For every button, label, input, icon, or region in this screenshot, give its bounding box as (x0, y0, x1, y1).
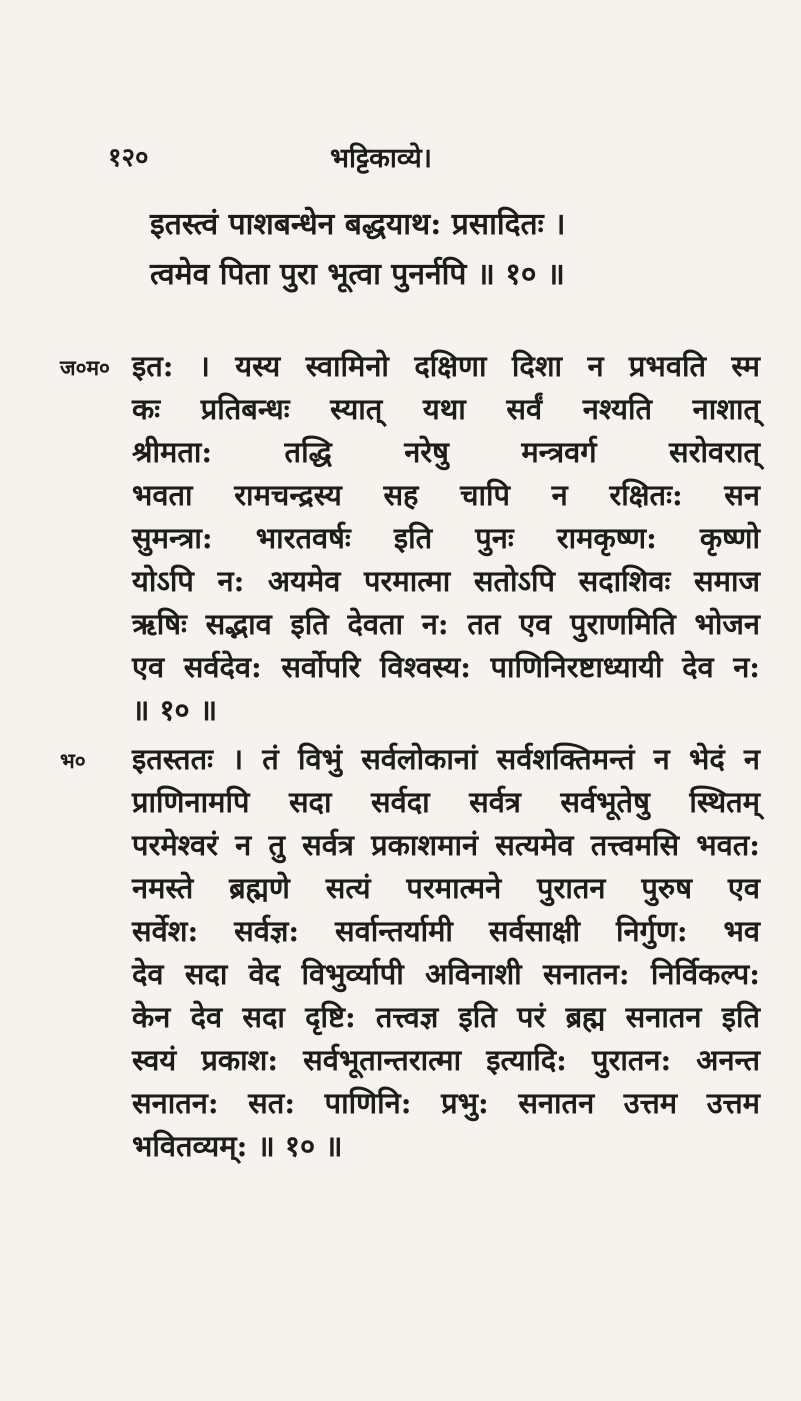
commentary-end: ॥ १० ॥ (132, 693, 218, 727)
commentary-line: श्रीमता: तद्धि नरेषु मन्त्रवर्ग सरोवरात् (132, 435, 760, 469)
commentary-line: सर्वेश: सर्वज्ञ: सर्वान्तर्यामी सर्वसाक्षी निर्गुण: भव (132, 914, 760, 948)
commentary-label: ज०म० (60, 355, 110, 380)
commentary-bharatamallika (60, 738, 760, 1168)
commentary-line: नमस्ते ब्रह्मणे सत्यं परमात्मने पुरातन पुरुष एव (132, 871, 760, 905)
commentary-text (132, 738, 760, 1168)
commentary-line: सुमन्त्रा: भारतवर्षः इति पुनः रामकृष्ण: कृष्णो (132, 521, 760, 555)
commentary-line: भवता रामचन्द्रस्य सह चापि न रक्षितः: सन (132, 478, 760, 512)
page-header (0, 138, 801, 178)
running-head: भट्टिकाव्ये। (330, 143, 433, 174)
commentary-line: केन देव सदा दृष्टि: तत्त्वज्ञ इति परं ब्रह्म सनातन इति (132, 1000, 760, 1034)
commentary-line: इत: । यस्य स्वामिनो दक्षिणा दिशा न प्रभवति स्म (132, 349, 760, 383)
verse-line: इतस्त्वं पाशबन्धेन बद्धयाथ: प्रसादितः । (150, 207, 566, 242)
commentary-line: एव सर्वदेव: सर्वोपरि विश्वस्य: पाणिनिरष्टाध्यायी देव न: (132, 650, 760, 684)
commentary-line: सनातन: सत: पाणिनि: प्रभु: सनातन उत्तम उत्तम (132, 1086, 760, 1120)
commentary-line: प्राणिनामपि सदा सर्वदा सर्वत्र सर्वभूतेषु स्थितम् (132, 785, 760, 819)
commentary-line: परमेश्वरं न तु सर्वत्र प्रकाशमानं सत्यमेव तत्त्वमसि भवत: (132, 828, 760, 862)
commentary-line: इतस्ततः । तं विभुं सर्वलोकानां सर्वशक्तिमन्तं न भेदं न (132, 742, 760, 776)
commentary-jayamangala (60, 345, 760, 732)
verse-line: त्वमेव पिता पुरा भूत्वा पुनर्नपि ॥ १० ॥ (150, 257, 565, 292)
commentary-text (132, 345, 760, 732)
commentary-end: भवितव्यम्: ॥ १० ॥ (132, 1129, 343, 1163)
commentary-line: ऋषिः सद्भाव इति देवता न: तत एव पुराणमिति भोजन (132, 607, 760, 641)
verse (150, 200, 710, 300)
commentary-line: देव सदा वेद विभुर्व्यापी अविनाशी सनातन: निर्विकल्प: (132, 957, 760, 991)
page-number: १२० (108, 143, 149, 173)
commentary-line: कः प्रतिबन्धः स्यात् यथा सर्वं नश्यति नाशात् (132, 392, 760, 426)
commentary-label: भ० (60, 748, 86, 773)
commentary-line: स्वयं प्रकाश: सर्वभूतान्तरात्मा इत्यादि: पुरातन: अनन्त (132, 1043, 760, 1077)
commentary-line: योऽपि न: अयमेव परमात्मा सतोऽपि सदाशिवः समाज (132, 564, 760, 598)
